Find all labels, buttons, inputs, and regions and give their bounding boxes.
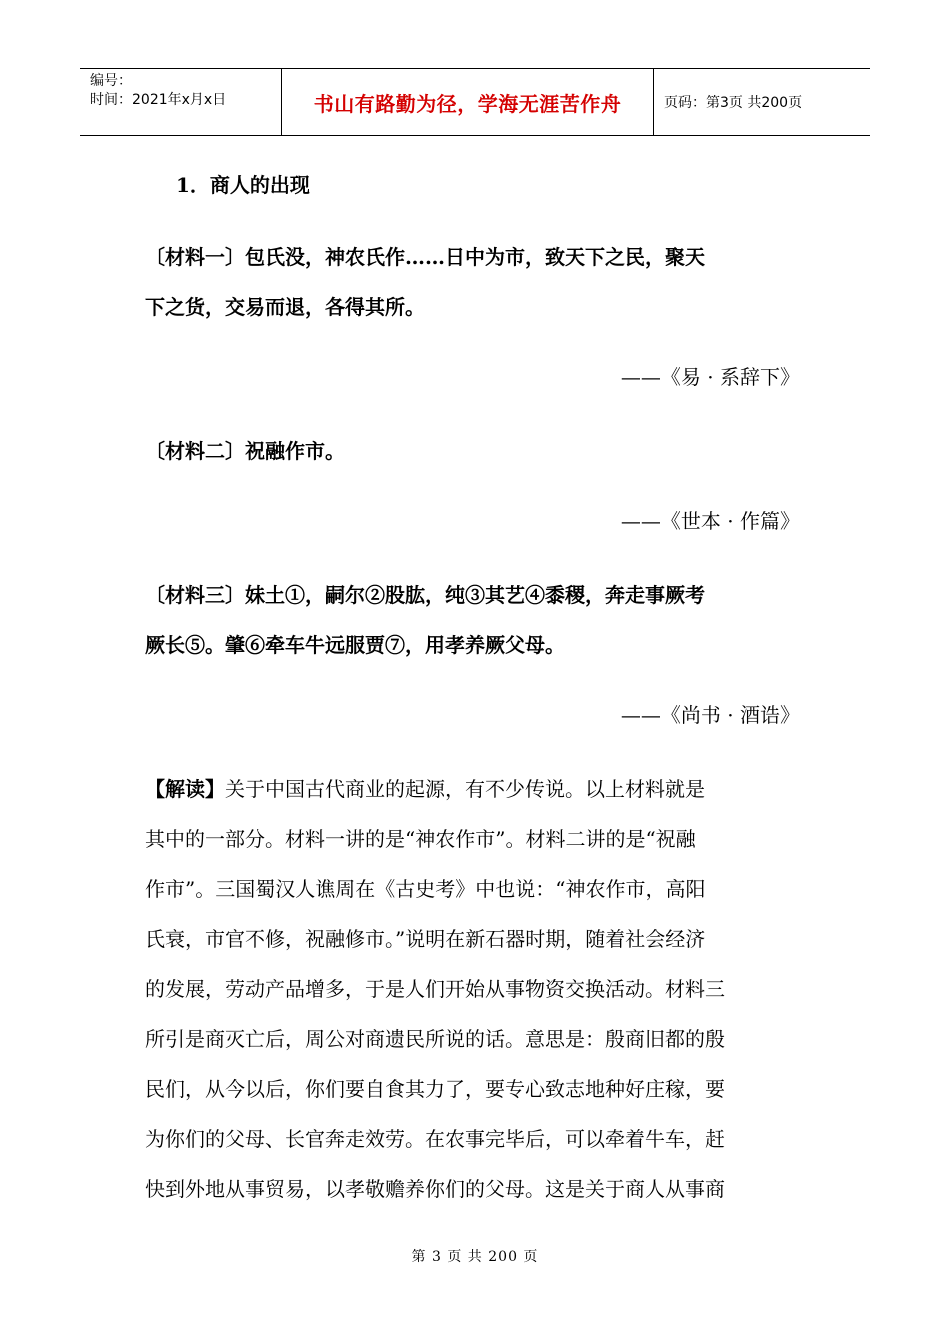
- interpretation-line: 快到外地从事贸易，以孝敬赡养你们的父母。这是关于商人从事商: [145, 1177, 725, 1201]
- material1-source: ——《易 · 系辞下》: [620, 365, 800, 389]
- material2-source: ——《世本 · 作篇》: [620, 509, 800, 533]
- interpretation-line: 的发展，劳动产品增多，于是人们开始从事物资交换活动。材料三: [145, 977, 725, 1001]
- page-footer: 第 3 页 共 200 页: [411, 1249, 539, 1265]
- interpretation-line: 为你们的父母、长官奔走效劳。在农事完毕后，可以牵着牛车，赶: [145, 1127, 725, 1151]
- interpretation-line: 作市”。三国蜀汉人谯周在《古史考》中也说：“神农作市，高阳: [145, 877, 706, 901]
- material3-line1: 〔材料三〕妹土①，嗣尔②股肱，纯③其艺④黍稷，奔走事厥考: [145, 583, 705, 607]
- section-title: 1．商人的出现: [176, 173, 310, 197]
- interpretation-line-0: 关于中国古代商业的起源，有不少传说。以上材料就是: [225, 777, 705, 801]
- material1-line2: 下之货，交易而退，各得其所。: [145, 295, 425, 319]
- interpretation-key: 【解读】: [145, 777, 225, 801]
- interpretation-line: 其中的一部分。材料一讲的是“神农作市”。材料二讲的是“祝融: [145, 827, 696, 851]
- interpretation-line: 民们，从今以后，你们要自食其力了，要专心致志地种好庄稼，要: [145, 1077, 725, 1101]
- page-header: [80, 68, 870, 136]
- header-page-cell: [654, 69, 870, 135]
- material1-line1: 〔材料一〕包氏没，神农氏作……日中为市，致天下之民，聚天: [145, 245, 705, 269]
- date-line: 时间：2021年x月x日: [90, 92, 227, 108]
- header-meta: [80, 69, 282, 135]
- motto: 书山有路勤为径，学海无涯苦作舟: [313, 91, 622, 116]
- material2-line1: 〔材料二〕祝融作市。: [145, 439, 345, 463]
- page-label: 页码：第3页 共200页: [664, 95, 803, 111]
- material3-source: ——《尚书 · 酒诰》: [620, 703, 800, 727]
- interpretation-line: 所引是商灭亡后，周公对商遗民所说的话。意思是：殷商旧都的殷: [145, 1027, 725, 1051]
- interpretation-first-line: [145, 764, 805, 814]
- number-label: 编号：: [90, 73, 132, 89]
- header-motto-cell: [282, 69, 654, 135]
- interpretation-line: 氏衰，市官不修，祝融修市。”说明在新石器时期，随着社会经济: [145, 927, 706, 951]
- material3-line2: 厥长⑤。肇⑥牵车牛远服贾⑦，用孝养厥父母。: [145, 633, 565, 657]
